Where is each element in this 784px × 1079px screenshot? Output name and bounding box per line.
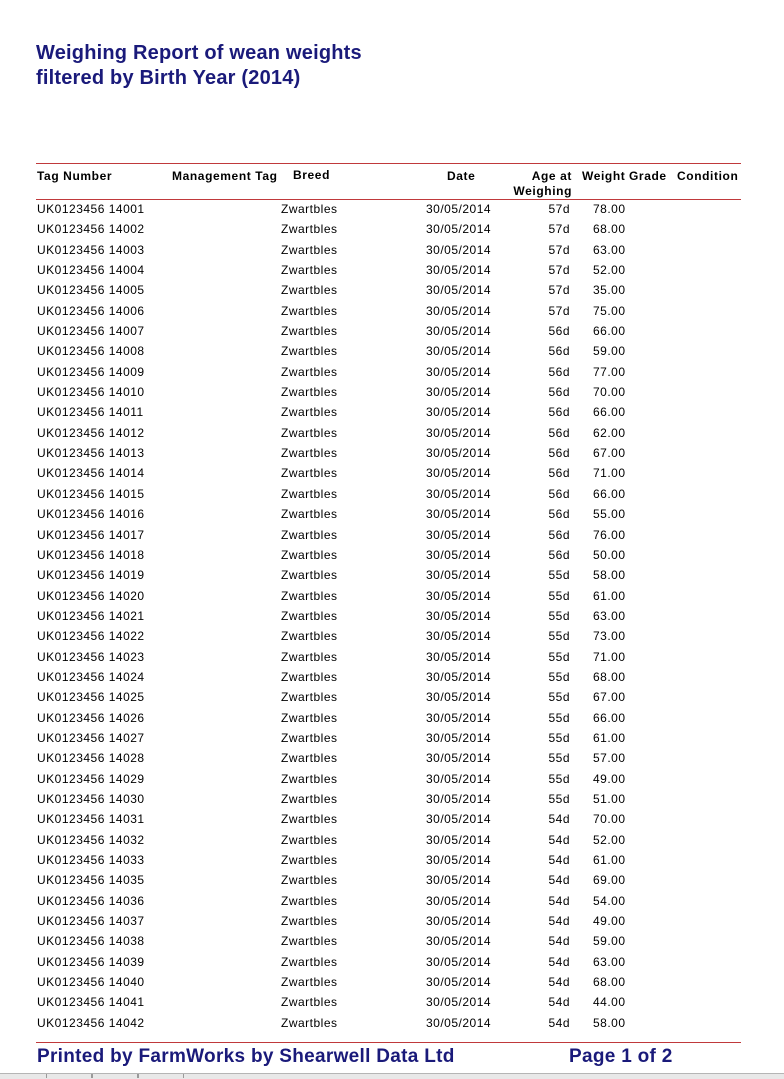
breed-cell: Zwartbles xyxy=(281,202,338,216)
weight-cell: 66.00 xyxy=(593,710,626,725)
weight-cell: 67.00 xyxy=(593,690,626,705)
age-cell: 55d xyxy=(548,710,570,725)
age-cell: 55d xyxy=(548,730,570,745)
age-cell: 56d xyxy=(548,425,570,440)
weight-cell: 52.00 xyxy=(593,832,626,847)
weight-cell: 66.00 xyxy=(593,405,626,420)
weight-cell: 44.00 xyxy=(593,995,626,1010)
tag-number-cell: UK0123456 14014 xyxy=(37,466,145,481)
tag-number-cell: UK0123456 14015 xyxy=(37,486,145,501)
tag-number-cell: UK0123456 14030 xyxy=(37,791,145,806)
breed-cell: Zwartbles xyxy=(281,873,338,888)
age-cell: 55d xyxy=(548,771,570,786)
table-row xyxy=(0,892,784,912)
col-header-date: Date xyxy=(447,169,476,183)
date-cell: 30/05/2014 xyxy=(426,893,492,908)
date-cell: 30/05/2014 xyxy=(426,873,492,888)
breed-cell: Zwartbles xyxy=(281,1015,338,1030)
weight-cell: 58.00 xyxy=(593,568,626,583)
weight-cell: 68.00 xyxy=(593,669,626,684)
breed-cell: Zwartbles xyxy=(281,263,338,278)
weight-cell: 78.00 xyxy=(593,202,626,216)
tag-number-cell: UK0123456 14042 xyxy=(37,1015,145,1030)
date-cell: 30/05/2014 xyxy=(426,364,492,379)
tag-number-cell: UK0123456 14029 xyxy=(37,771,145,786)
breed-cell: Zwartbles xyxy=(281,771,338,786)
age-cell: 56d xyxy=(548,527,570,542)
weight-cell: 59.00 xyxy=(593,934,626,949)
breed-cell: Zwartbles xyxy=(281,812,338,827)
age-cell: 56d xyxy=(548,405,570,420)
breed-cell: Zwartbles xyxy=(281,547,338,562)
date-cell: 30/05/2014 xyxy=(426,568,492,583)
tag-number-cell: UK0123456 14002 xyxy=(37,222,145,237)
weight-cell: 50.00 xyxy=(593,547,626,562)
breed-cell: Zwartbles xyxy=(281,669,338,684)
date-cell: 30/05/2014 xyxy=(426,547,492,562)
breed-cell: Zwartbles xyxy=(281,486,338,501)
age-cell: 57d xyxy=(548,283,570,298)
age-cell: 55d xyxy=(548,690,570,705)
tag-number-cell: UK0123456 14033 xyxy=(37,853,145,867)
weight-cell: 63.00 xyxy=(593,608,626,623)
weight-cell: 35.00 xyxy=(593,283,626,298)
age-cell: 57d xyxy=(548,303,570,318)
breed-cell: Zwartbles xyxy=(281,995,338,1010)
weight-cell: 66.00 xyxy=(593,486,626,501)
age-cell: 55d xyxy=(548,568,570,583)
date-cell: 30/05/2014 xyxy=(426,527,492,542)
breed-cell: Zwartbles xyxy=(281,466,338,481)
col-header-tag-number: Tag Number xyxy=(37,169,113,183)
col-header-grade: Grade xyxy=(629,169,667,183)
table-row xyxy=(0,383,784,403)
tag-number-cell: UK0123456 14007 xyxy=(37,324,145,339)
date-cell: 30/05/2014 xyxy=(426,1015,492,1030)
tag-number-cell: UK0123456 14021 xyxy=(37,608,145,623)
weight-cell: 76.00 xyxy=(593,527,626,542)
date-cell: 30/05/2014 xyxy=(426,669,492,684)
date-cell: 30/05/2014 xyxy=(426,954,492,969)
age-cell: 54d xyxy=(548,995,570,1010)
weight-cell: 58.00 xyxy=(593,1015,626,1030)
breed-cell: Zwartbles xyxy=(281,914,338,929)
breed-cell: Zwartbles xyxy=(281,588,338,603)
table-row xyxy=(0,668,784,688)
date-cell: 30/05/2014 xyxy=(426,751,492,766)
breed-cell: Zwartbles xyxy=(281,975,338,990)
age-cell: 55d xyxy=(548,608,570,623)
bottom-tab-strip xyxy=(0,1073,784,1079)
tag-number-cell: UK0123456 14018 xyxy=(37,547,145,562)
age-cell: 55d xyxy=(548,669,570,684)
age-cell: 54d xyxy=(548,975,570,990)
age-cell: 54d xyxy=(548,914,570,929)
tag-number-cell: UK0123456 14026 xyxy=(37,710,145,725)
table-row xyxy=(0,932,784,952)
breed-cell: Zwartbles xyxy=(281,730,338,745)
weight-cell: 49.00 xyxy=(593,914,626,929)
tag-number-cell: UK0123456 14013 xyxy=(37,446,145,461)
printed-by: Printed by FarmWorks by Shearwell Data Ltd xyxy=(37,1046,455,1067)
tag-number-cell: UK0123456 14020 xyxy=(37,588,145,603)
tag-number-cell: UK0123456 14017 xyxy=(37,527,145,542)
date-cell: 30/05/2014 xyxy=(426,832,492,847)
col-header-age-at: Age at xyxy=(531,169,572,183)
date-cell: 30/05/2014 xyxy=(426,242,492,257)
weight-cell: 75.00 xyxy=(593,303,626,318)
tag-number-cell: UK0123456 14010 xyxy=(37,385,145,400)
table-row xyxy=(0,546,784,566)
table-row xyxy=(0,729,784,749)
weight-cell: 61.00 xyxy=(593,853,626,867)
breed-cell: Zwartbles xyxy=(281,710,338,725)
table-row xyxy=(0,770,784,790)
report-title-line-2: filtered by Birth Year (2014) xyxy=(36,67,301,89)
date-cell: 30/05/2014 xyxy=(426,608,492,623)
age-cell: 54d xyxy=(548,1015,570,1030)
tag-number-cell: UK0123456 14040 xyxy=(37,975,145,990)
breed-cell: Zwartbles xyxy=(281,283,338,298)
table-row xyxy=(0,953,784,973)
date-cell: 30/05/2014 xyxy=(426,812,492,827)
col-header-management-tag: Management Tag xyxy=(172,169,278,183)
tag-number-cell: UK0123456 14025 xyxy=(37,690,145,705)
tag-number-cell: UK0123456 14006 xyxy=(37,303,145,318)
date-cell: 30/05/2014 xyxy=(426,283,492,298)
col-header-breed: Breed xyxy=(293,168,331,182)
table-row xyxy=(0,424,784,444)
breed-cell: Zwartbles xyxy=(281,568,338,583)
tag-number-cell: UK0123456 14011 xyxy=(37,405,144,420)
age-cell: 54d xyxy=(548,934,570,949)
table-row xyxy=(0,627,784,647)
date-cell: 30/05/2014 xyxy=(426,385,492,400)
breed-cell: Zwartbles xyxy=(281,690,338,705)
table-row xyxy=(0,587,784,607)
date-cell: 30/05/2014 xyxy=(426,405,492,420)
date-cell: 30/05/2014 xyxy=(426,730,492,745)
table-row xyxy=(0,444,784,464)
date-cell: 30/05/2014 xyxy=(426,466,492,481)
table-row xyxy=(0,810,784,830)
table-row xyxy=(0,871,784,891)
breed-cell: Zwartbles xyxy=(281,893,338,908)
table-row xyxy=(0,912,784,932)
age-cell: 55d xyxy=(548,588,570,603)
breed-cell: Zwartbles xyxy=(281,385,338,400)
date-cell: 30/05/2014 xyxy=(426,446,492,461)
tab-stub[interactable] xyxy=(46,1074,92,1078)
date-cell: 30/05/2014 xyxy=(426,771,492,786)
table-row xyxy=(0,993,784,1013)
table-row xyxy=(0,322,784,342)
age-cell: 55d xyxy=(548,649,570,664)
breed-cell: Zwartbles xyxy=(281,853,338,867)
weight-cell: 55.00 xyxy=(593,507,626,522)
weight-cell: 52.00 xyxy=(593,263,626,278)
table-row xyxy=(0,241,784,261)
age-cell: 54d xyxy=(548,832,570,847)
table-row xyxy=(0,749,784,769)
breed-cell: Zwartbles xyxy=(281,507,338,522)
date-cell: 30/05/2014 xyxy=(426,344,492,359)
breed-cell: Zwartbles xyxy=(281,791,338,806)
tag-number-cell: UK0123456 14039 xyxy=(37,954,145,969)
breed-cell: Zwartbles xyxy=(281,446,338,461)
date-cell: 30/05/2014 xyxy=(426,690,492,705)
age-cell: 56d xyxy=(548,547,570,562)
tag-number-cell: UK0123456 14008 xyxy=(37,344,145,359)
age-cell: 57d xyxy=(548,263,570,278)
tab-stub[interactable] xyxy=(138,1074,184,1078)
table-row xyxy=(0,526,784,546)
date-cell: 30/05/2014 xyxy=(426,303,492,318)
age-cell: 57d xyxy=(548,242,570,257)
weight-cell: 49.00 xyxy=(593,771,626,786)
table-row xyxy=(0,505,784,525)
table-row xyxy=(0,566,784,586)
tag-number-cell: UK0123456 14004 xyxy=(37,263,145,278)
age-cell: 55d xyxy=(548,629,570,644)
table-body xyxy=(0,200,784,1034)
weight-cell: 51.00 xyxy=(593,791,626,806)
tag-number-cell: UK0123456 14019 xyxy=(37,568,145,583)
weight-cell: 57.00 xyxy=(593,751,626,766)
tag-number-cell: UK0123456 14037 xyxy=(37,914,145,929)
report-title xyxy=(36,41,362,91)
weight-cell: 70.00 xyxy=(593,812,626,827)
date-cell: 30/05/2014 xyxy=(426,791,492,806)
tag-number-cell: UK0123456 14035 xyxy=(37,873,145,888)
breed-cell: Zwartbles xyxy=(281,954,338,969)
age-cell: 54d xyxy=(548,893,570,908)
tag-number-cell: UK0123456 14012 xyxy=(37,425,145,440)
weight-cell: 77.00 xyxy=(593,364,626,379)
footer-rule xyxy=(36,1042,741,1043)
tag-number-cell: UK0123456 14023 xyxy=(37,649,145,664)
weight-cell: 71.00 xyxy=(593,649,626,664)
date-cell: 30/05/2014 xyxy=(426,324,492,339)
tag-number-cell: UK0123456 14009 xyxy=(37,364,145,379)
date-cell: 30/05/2014 xyxy=(426,588,492,603)
breed-cell: Zwartbles xyxy=(281,425,338,440)
age-cell: 56d xyxy=(548,507,570,522)
table-row xyxy=(0,831,784,851)
date-cell: 30/05/2014 xyxy=(426,914,492,929)
date-cell: 30/05/2014 xyxy=(426,222,492,237)
table-row xyxy=(0,342,784,362)
tag-number-cell: UK0123456 14032 xyxy=(37,832,145,847)
age-cell: 56d xyxy=(548,385,570,400)
tag-number-cell: UK0123456 14036 xyxy=(37,893,145,908)
col-header-weighing: Weighing xyxy=(513,184,572,198)
tag-number-cell: UK0123456 14016 xyxy=(37,507,145,522)
tag-number-cell: UK0123456 14003 xyxy=(37,242,145,257)
breed-cell: Zwartbles xyxy=(281,364,338,379)
breed-cell: Zwartbles xyxy=(281,934,338,949)
table-row xyxy=(0,220,784,240)
tag-number-cell: UK0123456 14028 xyxy=(37,751,145,766)
col-header-weight: Weight xyxy=(582,169,626,183)
date-cell: 30/05/2014 xyxy=(426,486,492,501)
weight-cell: 54.00 xyxy=(593,893,626,908)
weight-cell: 63.00 xyxy=(593,242,626,257)
age-cell: 56d xyxy=(548,344,570,359)
header-top-rule xyxy=(36,163,741,164)
table-row xyxy=(0,709,784,729)
table-row xyxy=(0,363,784,383)
breed-cell: Zwartbles xyxy=(281,344,338,359)
date-cell: 30/05/2014 xyxy=(426,934,492,949)
table-row xyxy=(0,790,784,810)
date-cell: 30/05/2014 xyxy=(426,853,492,867)
weight-cell: 66.00 xyxy=(593,324,626,339)
weight-cell: 59.00 xyxy=(593,344,626,359)
age-cell: 56d xyxy=(548,364,570,379)
age-cell: 56d xyxy=(548,486,570,501)
table-row xyxy=(0,403,784,423)
breed-cell: Zwartbles xyxy=(281,303,338,318)
weight-cell: 61.00 xyxy=(593,730,626,745)
breed-cell: Zwartbles xyxy=(281,751,338,766)
table-row xyxy=(0,688,784,708)
tab-stub[interactable] xyxy=(92,1074,138,1078)
age-cell: 54d xyxy=(548,812,570,827)
tag-number-cell: UK0123456 14041 xyxy=(37,995,145,1010)
tag-number-cell: UK0123456 14038 xyxy=(37,934,145,949)
table-row xyxy=(0,485,784,505)
breed-cell: Zwartbles xyxy=(281,608,338,623)
age-cell: 55d xyxy=(548,791,570,806)
weight-cell: 62.00 xyxy=(593,425,626,440)
age-cell: 56d xyxy=(548,446,570,461)
date-cell: 30/05/2014 xyxy=(426,995,492,1010)
age-cell: 54d xyxy=(548,853,570,867)
date-cell: 30/05/2014 xyxy=(426,202,492,216)
table-row xyxy=(0,302,784,322)
age-cell: 57d xyxy=(548,222,570,237)
table-row xyxy=(0,648,784,668)
tag-number-cell: UK0123456 14027 xyxy=(37,730,145,745)
tag-number-cell: UK0123456 14024 xyxy=(37,669,145,684)
date-cell: 30/05/2014 xyxy=(426,629,492,644)
date-cell: 30/05/2014 xyxy=(426,263,492,278)
date-cell: 30/05/2014 xyxy=(426,975,492,990)
weight-cell: 71.00 xyxy=(593,466,626,481)
date-cell: 30/05/2014 xyxy=(426,425,492,440)
date-cell: 30/05/2014 xyxy=(426,507,492,522)
table-row xyxy=(0,973,784,993)
tag-number-cell: UK0123456 14001 xyxy=(37,202,145,216)
age-cell: 54d xyxy=(548,873,570,888)
report-title-line-1: Weighing Report of wean weights xyxy=(36,42,362,64)
breed-cell: Zwartbles xyxy=(281,324,338,339)
age-cell: 55d xyxy=(548,751,570,766)
table-row xyxy=(0,200,784,220)
date-cell: 30/05/2014 xyxy=(426,649,492,664)
weight-cell: 70.00 xyxy=(593,385,626,400)
breed-cell: Zwartbles xyxy=(281,649,338,664)
page-number: Page 1 of 2 xyxy=(569,1046,673,1067)
breed-cell: Zwartbles xyxy=(281,832,338,847)
table-row xyxy=(0,851,784,871)
breed-cell: Zwartbles xyxy=(281,222,338,237)
breed-cell: Zwartbles xyxy=(281,629,338,644)
age-cell: 56d xyxy=(548,324,570,339)
breed-cell: Zwartbles xyxy=(281,527,338,542)
breed-cell: Zwartbles xyxy=(281,242,338,257)
footer-mask xyxy=(487,1044,567,1072)
weight-cell: 69.00 xyxy=(593,873,626,888)
table-row xyxy=(0,464,784,484)
weight-cell: 73.00 xyxy=(593,629,626,644)
date-cell: 30/05/2014 xyxy=(426,710,492,725)
col-header-condition: Condition xyxy=(677,169,739,183)
age-cell: 54d xyxy=(548,954,570,969)
tag-number-cell: UK0123456 14022 xyxy=(37,629,145,644)
weight-cell: 68.00 xyxy=(593,975,626,990)
weight-cell: 68.00 xyxy=(593,222,626,237)
age-cell: 56d xyxy=(548,466,570,481)
table-row xyxy=(0,281,784,301)
table-row xyxy=(0,261,784,281)
weight-cell: 61.00 xyxy=(593,588,626,603)
tag-number-cell: UK0123456 14031 xyxy=(37,812,145,827)
age-cell: 57d xyxy=(548,202,570,216)
table-row xyxy=(0,607,784,627)
weight-cell: 67.00 xyxy=(593,446,626,461)
table-row xyxy=(0,1014,784,1034)
tag-number-cell: UK0123456 14005 xyxy=(37,283,145,298)
weight-cell: 63.00 xyxy=(593,954,626,969)
breed-cell: Zwartbles xyxy=(281,405,338,420)
